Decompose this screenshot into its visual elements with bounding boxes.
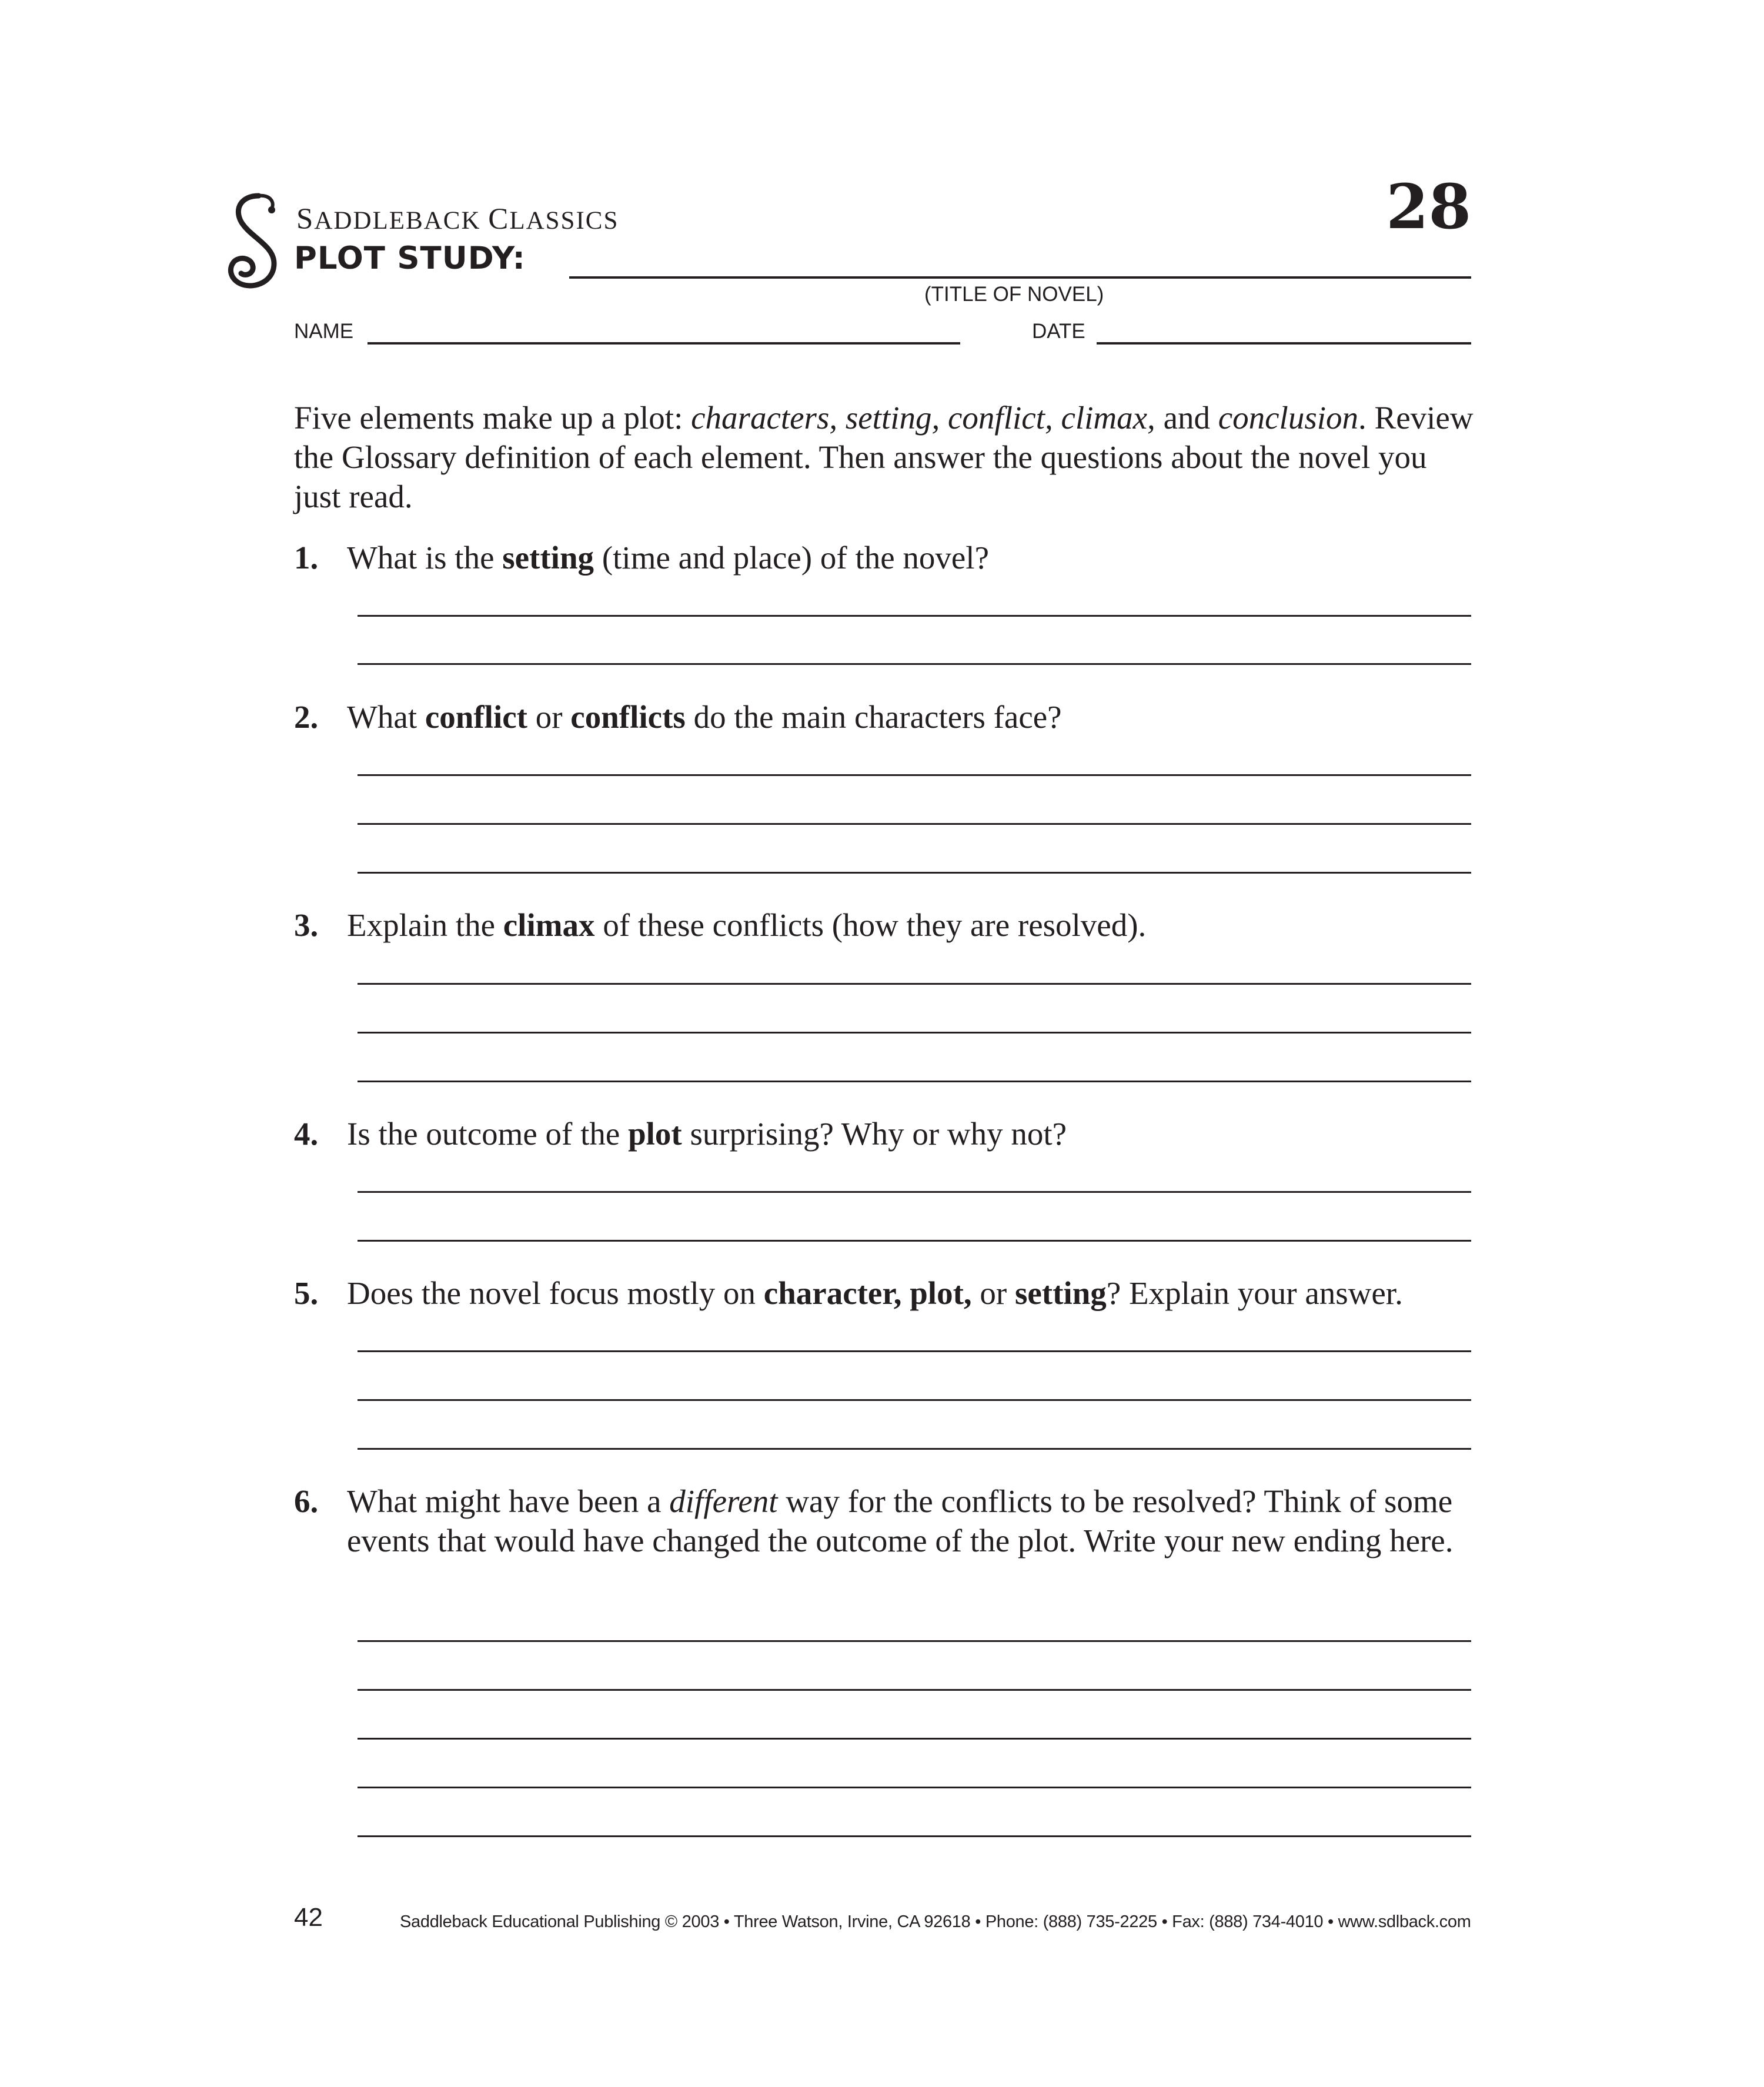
brand-word2-rest: LASSICS — [509, 207, 619, 235]
worksheet-number: 28 — [1386, 170, 1471, 243]
worksheet-title: PLOT STUDY: — [294, 240, 526, 276]
answer-line[interactable] — [358, 1738, 1471, 1740]
answer-line[interactable] — [358, 1787, 1471, 1788]
intro-text: . Review the Glossary definition of each element. Then answer the questions about the novel you just read. — [294, 400, 1474, 514]
question-text: What is the setting (time and place) of the novel? — [347, 540, 989, 576]
answer-line[interactable] — [358, 615, 1471, 617]
date-field[interactable] — [1097, 342, 1471, 345]
question-text: What might have been a different way for the conflicts to be resolved? Think of some events that would have changed the outcome of the plot. Write your new ending here. — [347, 1483, 1454, 1558]
question-number: 3. — [294, 907, 319, 943]
question-text: Is the outcome of the plot surprising? Why or why not? — [347, 1116, 1067, 1152]
question-text: Explain the climax of these conflicts (how they are resolved). — [347, 907, 1147, 943]
brand-name — [296, 205, 619, 235]
answer-line[interactable] — [358, 1350, 1471, 1352]
intro-italic-elements: characters, setting, conflict, climax, — [691, 400, 1155, 436]
answer-line[interactable] — [358, 1835, 1471, 1837]
question-text: What conflict or conflicts do the main characters face? — [347, 699, 1062, 735]
answer-line[interactable] — [358, 1191, 1471, 1193]
answer-line[interactable] — [358, 983, 1471, 985]
answer-line[interactable] — [358, 774, 1471, 776]
name-label: NAME — [294, 320, 354, 343]
intro-text: and — [1155, 400, 1218, 436]
brand-word-rest: ADDLEBACK — [314, 207, 481, 235]
answer-line[interactable] — [358, 1240, 1471, 1242]
name-field[interactable] — [368, 342, 960, 345]
question-number: 4. — [294, 1116, 319, 1152]
brand-initial-c: C — [488, 203, 510, 236]
answer-line[interactable] — [358, 1640, 1471, 1642]
date-label: DATE — [1032, 320, 1085, 343]
instructions — [294, 398, 1476, 516]
saddleback-logo-icon — [218, 191, 288, 291]
intro-italic-conclusion: conclusion — [1218, 400, 1359, 436]
question-number: 1. — [294, 540, 319, 576]
question-number: 5. — [294, 1275, 319, 1311]
answer-line[interactable] — [358, 1032, 1471, 1034]
question-number: 6. — [294, 1483, 319, 1519]
answer-line[interactable] — [358, 1448, 1471, 1450]
answer-line[interactable] — [358, 663, 1471, 665]
brand-initial-s: S — [296, 203, 315, 236]
answer-line[interactable] — [358, 1399, 1471, 1401]
answer-line[interactable] — [358, 823, 1471, 825]
novel-title-field[interactable] — [569, 276, 1471, 279]
novel-title-caption: (TITLE OF NOVEL) — [924, 283, 1104, 306]
intro-text: Five elements make up a plot: — [294, 400, 691, 436]
answer-line[interactable] — [358, 872, 1471, 874]
answer-line[interactable] — [358, 1689, 1471, 1691]
answer-line[interactable] — [358, 1081, 1471, 1082]
footer-publisher-credit: Saddleback Educational Publishing © 2003 • Three Watson, Irvine, CA 92618 • Phone: (888) 735-2225 • Fax: (888) 734-4010 • www.sdlback.com — [400, 1912, 1471, 1931]
question-number: 2. — [294, 699, 319, 735]
footer-page-number: 42 — [294, 1903, 323, 1932]
question-text: Does the novel focus mostly on character, plot, or setting? Explain your answer. — [347, 1275, 1403, 1311]
